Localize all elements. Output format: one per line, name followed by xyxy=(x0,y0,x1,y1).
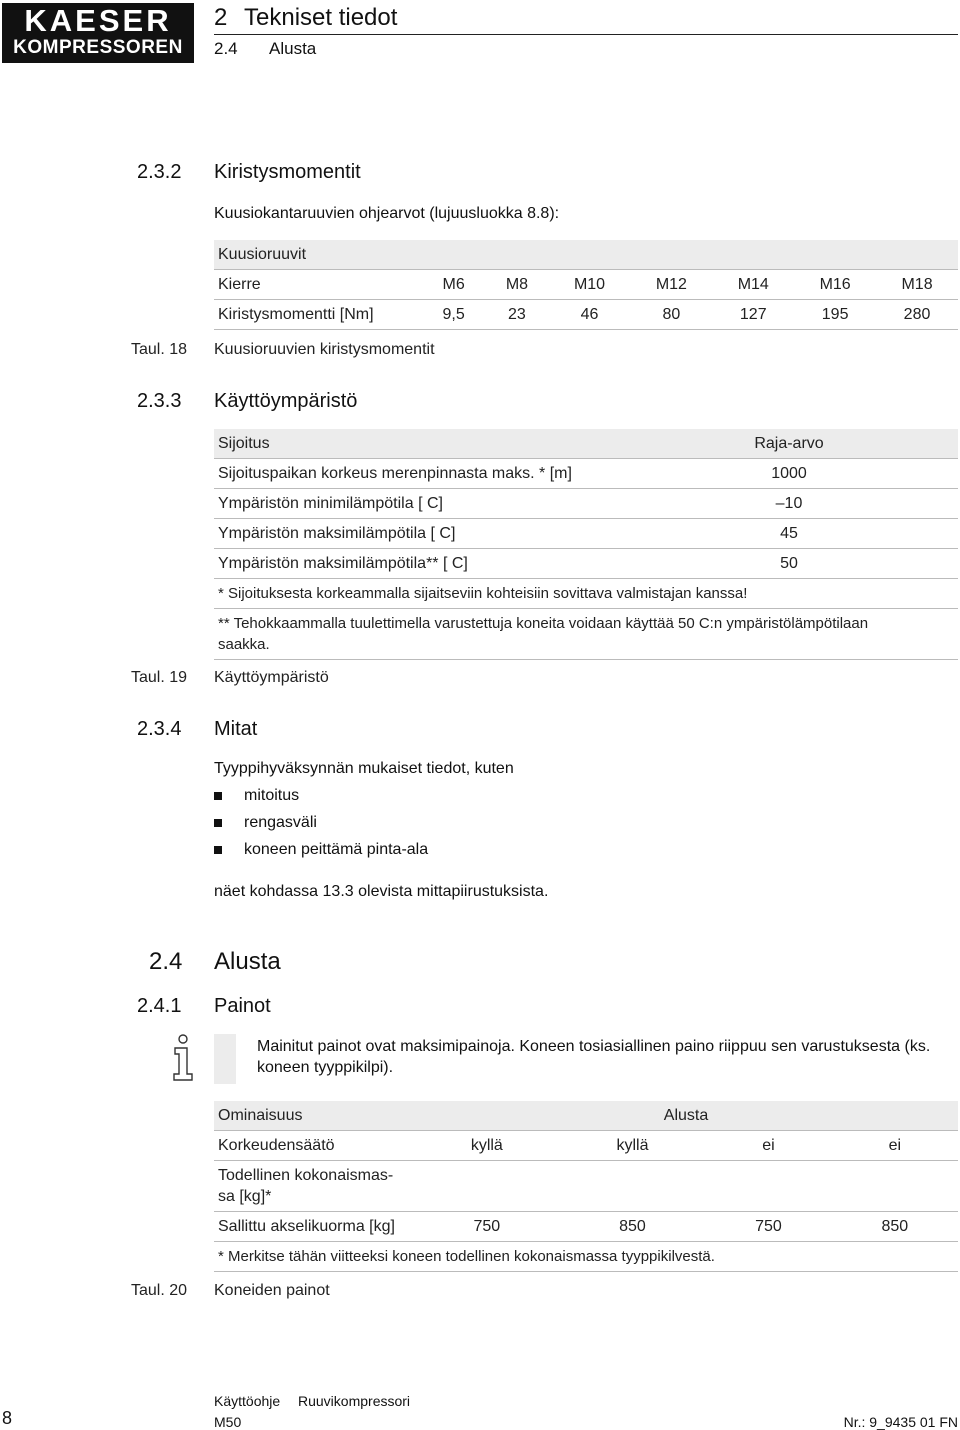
table-row xyxy=(214,579,958,609)
col-header-raja-arvo: Raja-arvo xyxy=(620,429,958,459)
table-cell: –10 xyxy=(620,489,958,519)
table-row xyxy=(214,549,958,579)
footnote-2-line2: saakka. xyxy=(218,636,270,653)
table-cell: 9,5 xyxy=(422,300,485,330)
table-cell: M6 xyxy=(422,270,485,300)
table-cell: ei xyxy=(705,1131,831,1161)
table-cell: 23 xyxy=(485,300,548,330)
environment-table-header xyxy=(214,429,958,459)
table-cell: M8 xyxy=(485,270,548,300)
table-row xyxy=(214,1212,958,1242)
heading-2-3-3-number: 2.3.3 xyxy=(137,390,182,412)
table-cell xyxy=(705,1161,831,1212)
heading-2-3-3-title: Käyttöympäristö xyxy=(214,390,358,412)
list-item: koneen peittämä pinta-ala xyxy=(244,841,429,858)
table-cell: M12 xyxy=(630,270,712,300)
row-label: Kiristysmomentti [Nm] xyxy=(214,300,422,330)
table-cell: 195 xyxy=(794,300,876,330)
table-row xyxy=(214,300,958,330)
logo-line1: KAESER xyxy=(24,3,172,38)
table-cell: M14 xyxy=(712,270,794,300)
list-item: rengasväli xyxy=(244,814,317,831)
row-label: Ympäristön minimilämpötila [ C] xyxy=(214,489,620,519)
table-18-caption: Kuusioruuvien kiristysmomentit xyxy=(214,341,435,358)
table-20-caption: Koneiden painot xyxy=(214,1282,330,1299)
bullet-icon xyxy=(214,846,222,854)
table-row xyxy=(214,1131,958,1161)
table-cell: 45 xyxy=(620,519,958,549)
torque-table-header xyxy=(214,240,958,270)
footnote-1: * Sijoituksesta korkeammalla sijaitseviin kohteisiin sovittava valmistajan kanssa! xyxy=(214,579,958,609)
col-header-alusta: Alusta xyxy=(414,1101,958,1131)
footer-model: M50 xyxy=(214,1414,242,1430)
table-18-number: Taul. 18 xyxy=(131,341,188,358)
table-cell xyxy=(414,1161,560,1212)
table-cell: 50 xyxy=(620,549,958,579)
table-19-number: Taul. 19 xyxy=(131,669,188,686)
logo-line2: KOMPRESSOREN xyxy=(13,37,183,58)
table-cell: 850 xyxy=(832,1212,958,1242)
chapter-title: Tekniset tiedot xyxy=(244,4,398,31)
footer-doc-number: Nr.: 9_9435 01 FN xyxy=(843,1414,958,1430)
table-cell: 46 xyxy=(549,300,631,330)
torque-table xyxy=(214,240,958,330)
table-row xyxy=(214,270,958,300)
kaeser-logo xyxy=(2,3,194,63)
table-cell: M18 xyxy=(876,270,958,300)
heading-2-3-2-number: 2.3.2 xyxy=(137,161,182,183)
chapter-number: 2 xyxy=(214,4,228,31)
row-label xyxy=(214,1161,414,1212)
section-number: 2.4 xyxy=(214,39,238,58)
info-icon xyxy=(170,1034,196,1082)
table-row xyxy=(214,1161,958,1212)
weights-footnote: * Merkitse tähän viitteeksi koneen todellinen kokonaismassa tyyppikilvestä. xyxy=(214,1242,958,1272)
weights-table xyxy=(214,1101,958,1272)
heading-2-3-4-number: 2.3.4 xyxy=(137,718,182,740)
table-row xyxy=(214,1242,958,1272)
table-row xyxy=(214,609,958,660)
footer-product: Ruuvikompressori xyxy=(298,1393,411,1409)
row-label-line1: Todellinen kokonaismas- xyxy=(218,1167,394,1184)
heading-2-4-title: Alusta xyxy=(214,948,281,975)
table-cell xyxy=(832,1161,958,1212)
list-item: mitoitus xyxy=(244,787,300,804)
table-cell: 1000 xyxy=(620,459,958,489)
heading-2-4-1-number: 2.4.1 xyxy=(137,995,182,1017)
row-label: Korkeudensäätö xyxy=(214,1131,414,1161)
heading-2-4-1-title: Painot xyxy=(214,995,271,1017)
section-title: Alusta xyxy=(269,39,317,58)
row-label: Kierre xyxy=(214,270,422,300)
col-header-sijoitus: Sijoitus xyxy=(214,429,620,459)
row-label-line2: sa [kg]* xyxy=(218,1188,272,1205)
page-number: 8 xyxy=(2,1408,13,1428)
row-label: Sijoituspaikan korkeus merenpinnasta maks. * [m] xyxy=(214,459,620,489)
table-cell xyxy=(560,1161,706,1212)
heading-2-3-2-title: Kiristysmomentit xyxy=(214,161,361,183)
header-rule xyxy=(214,34,958,35)
bullet-icon xyxy=(214,792,222,800)
table-19-caption: Käyttöympäristö xyxy=(214,669,329,686)
torque-intro: Kuusiokantaruuvien ohjearvot (lujuusluokka 8.8): xyxy=(214,205,560,222)
note-line1: Mainitut painot ovat maksimipainoja. Koneen tosiasiallinen paino riippuu sen varustuksesta (ks. xyxy=(257,1038,931,1055)
col-header-ominaisuus: Ominaisuus xyxy=(214,1101,414,1131)
dimensions-outro: näet kohdassa 13.3 olevista mittapiirustuksista. xyxy=(214,883,549,900)
row-label: Ympäristön maksimilämpötila** [ C] xyxy=(214,549,620,579)
footer-doc-type: Käyttöohje xyxy=(214,1393,281,1409)
table-cell: 280 xyxy=(876,300,958,330)
dimensions-intro: Tyyppihyväksynnän mukaiset tiedot, kuten xyxy=(214,760,514,777)
table-cell: ei xyxy=(832,1131,958,1161)
table-cell: 750 xyxy=(705,1212,831,1242)
footnote-2-line1: ** Tehokkaammalla tuulettimella varustettuja koneita voidaan käyttää 50 C:n ympäristölämpötilaan xyxy=(218,615,869,632)
row-label: Ympäristön maksimilämpötila [ C] xyxy=(214,519,620,549)
note-line2: koneen tyyppikilpi). xyxy=(257,1059,394,1076)
table-row xyxy=(214,459,958,489)
table-row xyxy=(214,489,958,519)
bullet-icon xyxy=(214,819,222,827)
table-cell: M10 xyxy=(549,270,631,300)
footnote-2 xyxy=(214,609,958,660)
table-cell: 127 xyxy=(712,300,794,330)
table-cell: 850 xyxy=(560,1212,706,1242)
table-cell: kyllä xyxy=(414,1131,560,1161)
weights-table-header xyxy=(214,1101,958,1131)
row-label: Sallittu akselikuorma [kg] xyxy=(214,1212,414,1242)
heading-2-3-4-title: Mitat xyxy=(214,718,258,740)
table-cell: 80 xyxy=(630,300,712,330)
environment-table xyxy=(214,429,958,660)
note-bar xyxy=(214,1034,236,1084)
torque-table-title: Kuusioruuvit xyxy=(214,240,958,270)
table-cell: 750 xyxy=(414,1212,560,1242)
heading-2-4-number: 2.4 xyxy=(149,948,183,975)
table-cell: M16 xyxy=(794,270,876,300)
table-cell: kyllä xyxy=(560,1131,706,1161)
table-20-number: Taul. 20 xyxy=(131,1282,188,1299)
table-row xyxy=(214,519,958,549)
